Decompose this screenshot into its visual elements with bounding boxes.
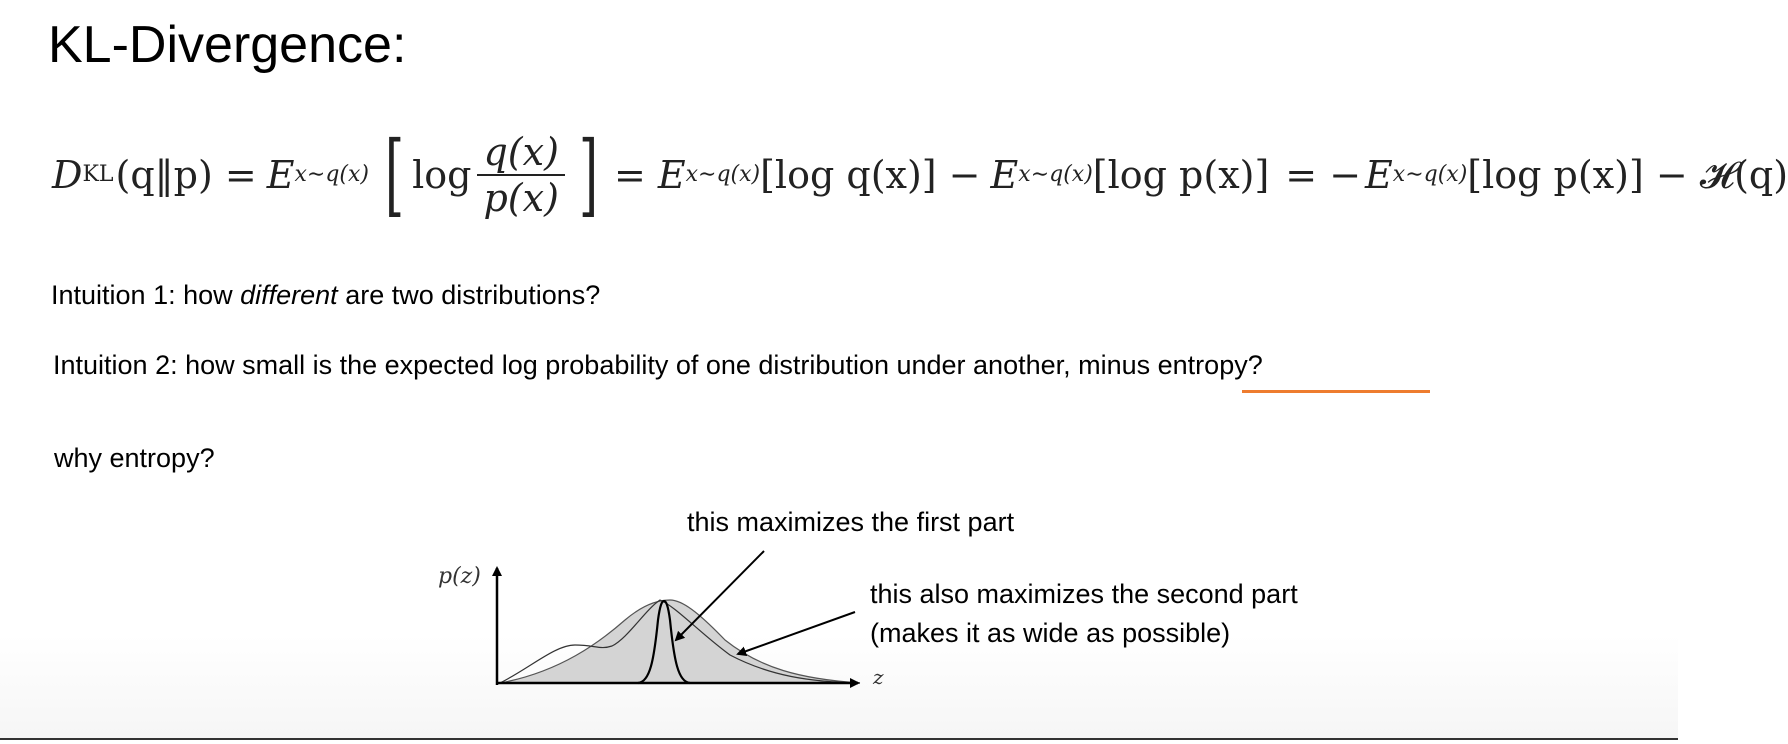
formula-e2: E [657,153,686,197]
arrow-second-part [738,612,855,654]
formula-e4-sub: x∼q(x) [1392,162,1468,187]
arrow-first-part [676,551,764,640]
wide-gaussian-fill [500,600,860,683]
formula-e3: E [990,153,1019,197]
formula-e2-sub: x∼q(x) [685,162,761,187]
formula-log1: log [412,153,472,197]
formula-d: D [52,153,83,197]
why-entropy: why entropy? [54,443,215,473]
y-axis-label: p(z) [438,564,481,589]
formula-e1-sub: x∼q(x) [294,162,369,187]
formula-e4: E [1365,153,1393,197]
close-bracket: ] [578,122,599,227]
formula-term2: [log q(x)] − [760,153,981,197]
annotation-first-part: this maximizes the first part [687,507,1015,537]
open-bracket: [ [384,122,405,227]
annotation-second-part-line2: (makes it as wide as possible) [870,618,1231,648]
slide-title: KL-Divergence: [48,16,407,74]
intuition-1-before: Intuition 1: how [51,280,241,310]
fraction-denominator: p(x) [483,176,559,220]
formula-term3: [log p(x)] [1092,153,1270,197]
intuition-2: Intuition 2: how small is the expected log probability of one distribution under another, minus entropy? [53,350,1263,380]
formula-d-sub: KL [82,162,114,187]
intuition-1-emphasis: different [240,280,338,310]
formula-term4: [log p(x)] − 𝓗(q) [1467,153,1788,197]
formula-eq3: = − [1285,153,1362,197]
formula-e1: E [266,153,295,197]
fraction-numerator: q(x) [477,130,564,176]
annotation-second-part-line1: this also maximizes the second part [870,579,1298,609]
intuition-1-after: are two distributions? [337,280,601,310]
x-axis-label: z [873,665,884,689]
formula-eq2: = [614,153,646,197]
formula-e3-sub: x∼q(x) [1018,162,1093,187]
formula-lhs-args: (q‖p) = [115,153,257,197]
